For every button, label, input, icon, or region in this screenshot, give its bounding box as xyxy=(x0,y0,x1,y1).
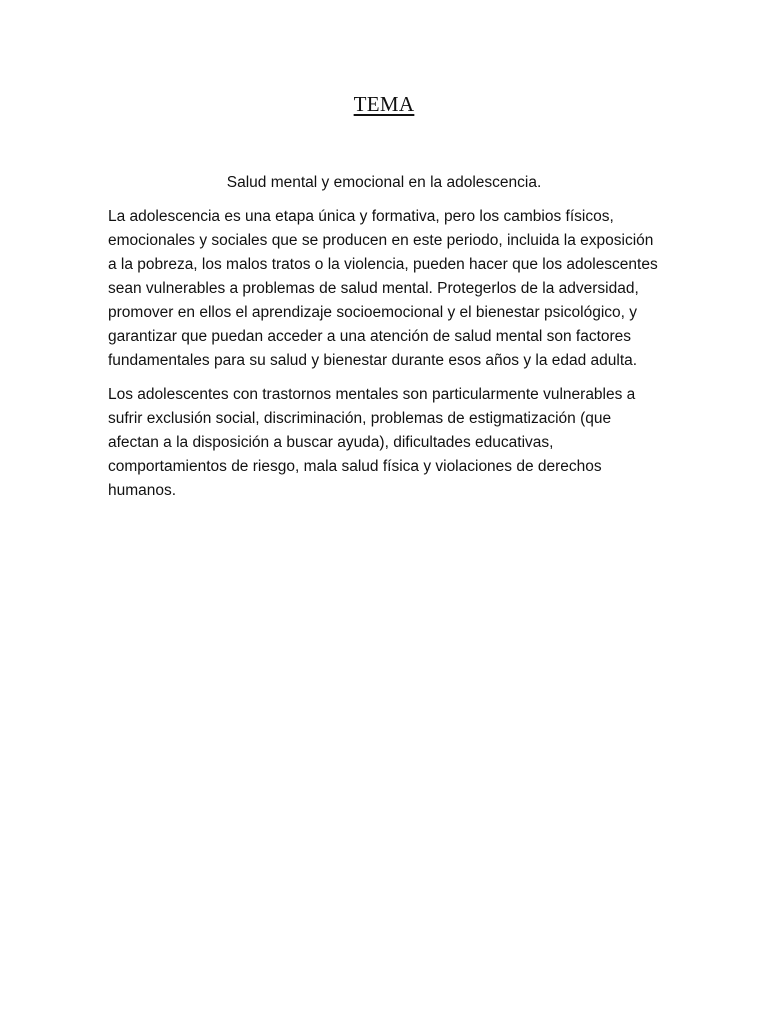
paragraph-2: Los adolescentes con trastornos mentales son particularmente vulnerables a sufrir exclusión social, discriminación, problemas de estigmatización (que afectan a la disposición a buscar ayuda), dificultades educativas, comportamientos de riesgo, mala salud física y violaciones de derechos humanos. xyxy=(108,386,636,499)
document-title: TEMA xyxy=(353,92,415,116)
paragraph-1: La adolescencia es una etapa única y formativa, pero los cambios físicos, emocionales y sociales que se producen en este periodo, incluida la exposición a la pobreza, los malos tratos o la violencia, pueden hacer que los adolescentes sean vulnerables a problemas de salud mental. Protegerlos de la adversidad, promover en ellos el aprendizaje socioemocional y el bienestar psicológico, y garantizar que puedan acceder a una atención de salud mental son factores fundamentales para su salud y bienestar durante esos años y la edad adulta. xyxy=(108,208,658,369)
document-subtitle: Salud mental y emocional en la adolescencia. xyxy=(226,174,542,191)
document-body xyxy=(108,205,666,513)
